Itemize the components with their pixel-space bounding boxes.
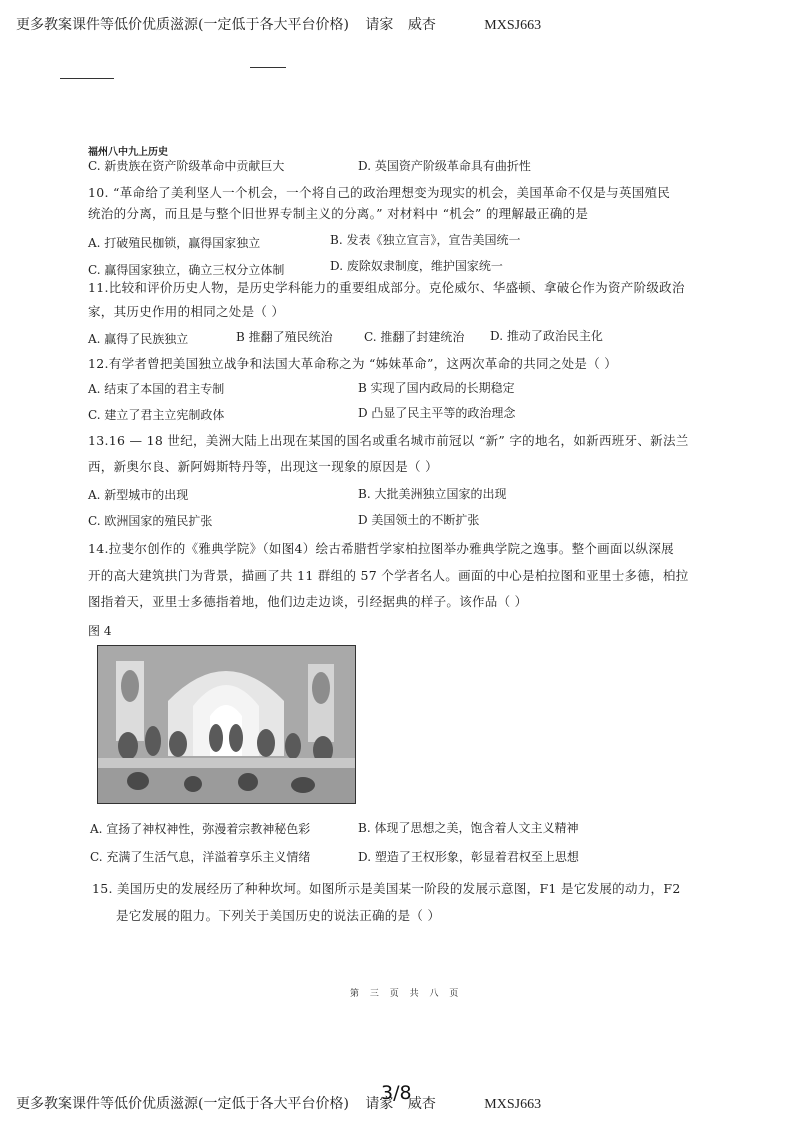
q13-stem-line2: 西，新奥尔良、新阿姆斯特丹等，出现这一现象的原因是（ ） <box>88 459 438 474</box>
q10-option-a: A. 打破殖民枷锁，赢得国家独立 <box>88 236 261 250</box>
banner-text: 更多教案课件等低价优质滋源(一定低于各大平台价格) <box>16 17 349 33</box>
scan-mark <box>250 67 286 68</box>
banner-contact: 请家 <box>365 17 394 33</box>
q13-option-b: B. 大批美洲独立国家的出现 <box>358 487 507 501</box>
q10-stem-line1: 10. “革命给了美利坚人一个机会，一个将自己的政治理想变为现实的机会，美国革命不仅是与英国殖民 <box>88 185 671 200</box>
q14-stem-line2: 开的高大建筑拱门为背景，描画了共 11 群组的 57 个学者名人。画面的中心是柏拉图和亚里士多德，柏拉 <box>88 568 689 583</box>
q11-option-b: B 推翻了殖民统治 <box>236 330 333 344</box>
banner-text: 更多教案课件等低价优质滋源(一定低于各大平台价格) <box>16 1096 349 1112</box>
top-banner <box>16 14 541 34</box>
q9-option-d: D. 英国资产阶级革命具有曲折性 <box>358 159 531 173</box>
q10-option-c: C. 赢得国家独立，确立三权分立体制 <box>88 263 285 277</box>
figure-4-label: 图 4 <box>88 624 112 638</box>
q12-option-a: A. 结束了本国的君主专制 <box>88 382 225 396</box>
q10-stem-line2: 统治的分离，而且是与整个旧世界专制主义的分离。” 对材料中 “机会” 的理解最正确的是 <box>88 206 589 221</box>
banner-name: 威杏 <box>407 17 436 33</box>
banner-code: MXSJ663 <box>484 1097 542 1112</box>
q11-stem-line2: 家，其历史作用的相同之处是（ ） <box>88 304 285 319</box>
exam-header: 福州八中九上历史 <box>88 147 168 158</box>
q12-option-d: D 凸显了民主平等的政治理念 <box>358 406 516 420</box>
q14-stem-line1: 14.拉斐尔创作的《雅典学院》（如图4）绘古希腊哲学家柏拉图举办雅典学院之逸事。整个画面以纵深展 <box>88 541 674 556</box>
banner-code: MXSJ663 <box>484 18 542 33</box>
q11-stem-line1: 11.比较和评价历史人物，是历史学科能力的重要组成部分。克伦威尔、华盛顿、拿破仑作为资产阶级政治 <box>88 280 685 295</box>
q12-stem-line1: 12.有学者曾把美国独立战争和法国大革命称之为 “姊妹革命”，这两次革命的共同之处是（ ） <box>88 356 618 371</box>
q10-option-d: D. 废除奴隶制度，维护国家统一 <box>330 259 503 273</box>
q12-option-b: B 实现了国内政局的长期稳定 <box>358 381 515 395</box>
q11-option-c: C. 推翻了封建统治 <box>364 330 465 344</box>
painting-illustration <box>98 646 355 803</box>
q14-option-a: A. 宣扬了神权神性，弥漫着宗教神秘色彩 <box>90 822 311 836</box>
page-footer: 第 三 页 共 八 页 <box>350 989 463 999</box>
q13-stem-line1: 13.16 — 18 世纪，美洲大陆上出现在某国的国名或重名城市前冠以 “新” 字的地名，如新西班牙、新法兰 <box>88 433 689 448</box>
q14-stem-line3: 图指着天，亚里士多德指着地，他们边走边谈，引经据典的样子。该作品（ ） <box>88 594 528 609</box>
page-counter: 3/8 <box>381 1082 412 1104</box>
q10-option-b: B. 发表《独立宣言》，宣告美国统一 <box>330 233 521 247</box>
q13-option-d: D 美国领土的不断扩张 <box>358 513 480 527</box>
q14-option-c: C. 充满了生活气息，洋溢着享乐主义情绪 <box>90 850 311 864</box>
bottom-banner <box>16 1093 541 1113</box>
q13-option-a: A. 新型城市的出现 <box>88 488 189 502</box>
school-of-athens-image <box>97 645 356 804</box>
scan-mark <box>60 78 114 79</box>
q14-option-d: D. 塑造了王权形象，彰显着君权至上思想 <box>358 850 579 864</box>
banner-contact: 请家 <box>365 1096 394 1112</box>
q12-option-c: C. 建立了君主立宪制政体 <box>88 408 225 422</box>
q11-option-a: A. 赢得了民族独立 <box>88 332 189 346</box>
q9-option-c: C. 新贵族在资产阶级革命中贡献巨大 <box>88 159 285 173</box>
q11-option-d: D. 推动了政治民主化 <box>490 329 603 343</box>
q14-option-b: B. 体现了思想之美，饱含着人文主义精神 <box>358 821 579 835</box>
q13-option-c: C. 欧洲国家的殖民扩张 <box>88 514 213 528</box>
q15-stem-line2: 是它发展的阻力。下列关于美国历史的说法正确的是（ ） <box>116 908 441 923</box>
banner-name: 威杏 <box>407 1096 436 1112</box>
q15-stem-line1: 15. 美国历史的发展经历了种种坎坷。如图所示是美国某一阶段的发展示意图，F1 是它发展的动力，F2 <box>92 881 681 896</box>
